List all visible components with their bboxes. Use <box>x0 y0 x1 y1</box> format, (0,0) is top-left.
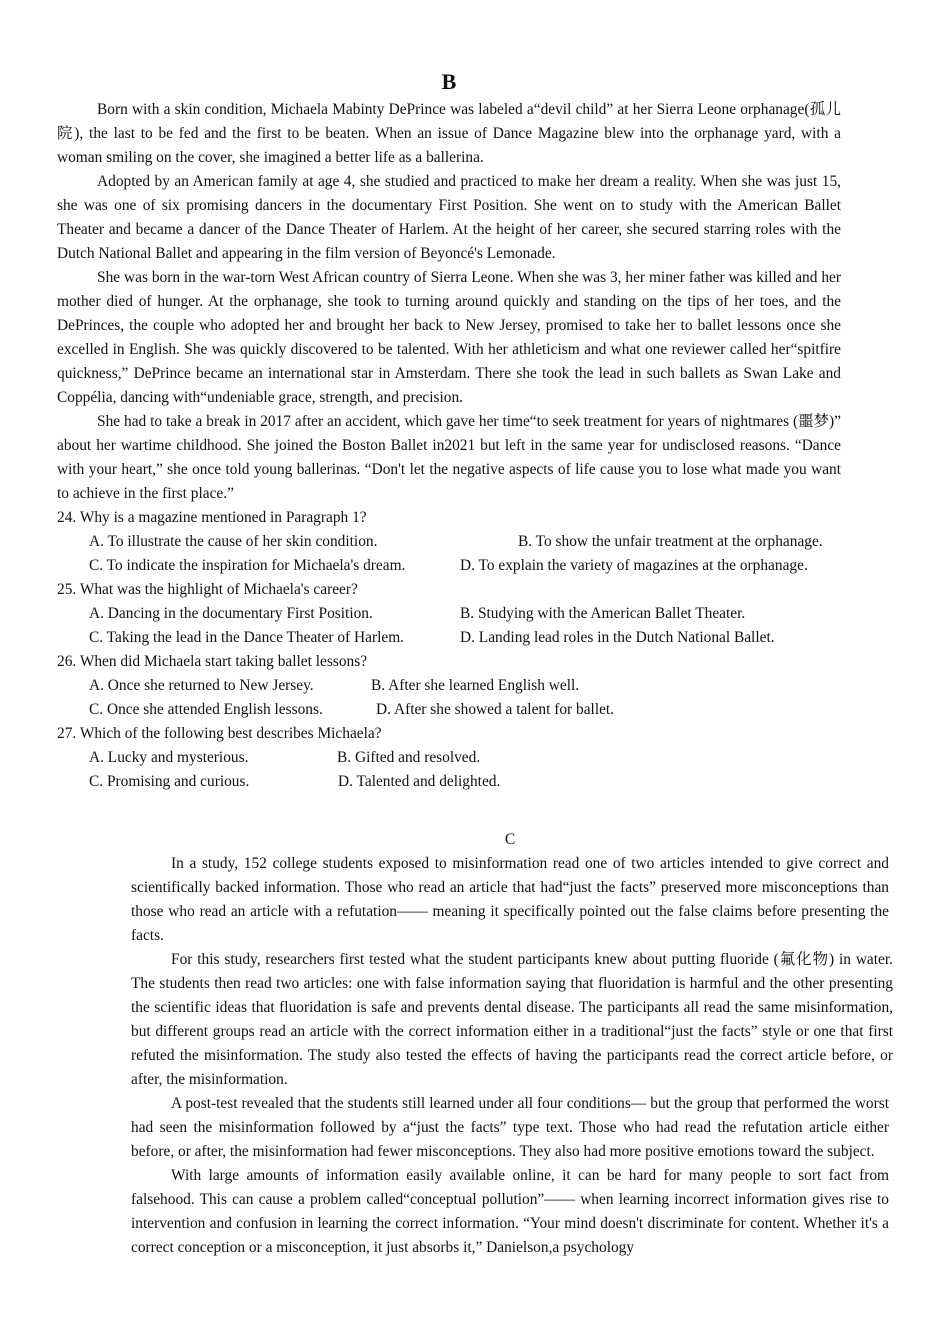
option-c: C. Taking the lead in the Dance Theater of Harlem. <box>89 629 405 646</box>
passage-c <box>131 828 893 1260</box>
option-b: B. After she learned English well. <box>371 677 580 694</box>
question-number: 24. <box>57 509 77 526</box>
question-stem <box>57 722 841 746</box>
option-b: B. To show the unfair treatment at the orphanage. <box>518 533 823 550</box>
passage-b-paragraph-2: Adopted by an American family at age 4, she studied and practiced to make her dream a reality. When she was just 15, she was one of six promising dancers in the documentary First Position. She went on to study with the American Ballet Theater and became a dancer of the Dance Theater of Harlem. At the height of her career, she secured starring roles with the Dutch National Ballet and appearing in the film version of Beyoncé's Lemonade. <box>57 173 841 262</box>
question-26 <box>57 650 841 722</box>
option-c: C. Once she attended English lessons. <box>89 701 323 718</box>
question-stem <box>57 650 841 674</box>
option-b: B. Gifted and resolved. <box>337 749 481 766</box>
option-d: D. After she showed a talent for ballet. <box>376 701 615 718</box>
option-c: C. To indicate the inspiration for Michaela's dream. <box>89 557 406 574</box>
passage-c-paragraph-4: With large amounts of information easily available online, it can be hard for many people to sort fact from falsehood. This can cause a problem called“conceptual pollution”—— when learning incorrect information gives rise to intervention and confusion in learning the correct information. “Your mind doesn't discriminate for content. Whether it's a correct conception or a misconception, it just absorbs it,” Danielson,a psychology <box>131 1167 889 1256</box>
option-a: A. To illustrate the cause of her skin condition. <box>89 533 378 550</box>
question-25 <box>57 578 841 650</box>
passage-b-paragraph-3: She was born in the war-torn West African country of Sierra Leone. When she was 3, her miner father was killed and her mother died of hunger. At the orphanage, she took to turning around quickly and standing on the tips of her toes, and the DePrinces, the couple who adopted her and brought her back to New Jersey, promised to take her to ballet lessons once she excelled in English. She was quickly discovered to be talented. With her athleticism and what one reviewer called her“spitfire quickness,” DePrince became an international star in Amsterdam. There she took the lead in such ballets as Swan Lake and Coppélia, dancing with“undeniable grace, strength, and precision. <box>57 269 841 406</box>
question-24 <box>57 506 841 578</box>
question-number: 27. <box>57 725 77 742</box>
option-b: B. Studying with the American Ballet Theater. <box>460 605 746 622</box>
passage-b-paragraph-1: Born with a skin condition, Michaela Mabinty DePrince was labeled a“devil child” at her Sierra Leone orphanage(孤儿院), the last to be fed and the first to be beaten. When an issue of Dance Magazine blew into the orphanage yard, with a woman smiling on the cover, she imagined a better life as a ballerina. <box>57 101 841 166</box>
option-a: A. Dancing in the documentary First Position. <box>89 605 373 622</box>
question-text: Why is a magazine mentioned in Paragraph 1? <box>79 509 367 526</box>
passage-c-paragraph-2: For this study, researchers first tested what the student participants knew about putting fluoride (氟化物) in water. The students then read two articles: one with false information saying that fluoridation is harmful and the other presenting the scientific ideas that fluoridation is safe and prevents dental disease. The participants all read the same misinformation, but different groups read an article with the correct information either in a traditional“just the facts” style or one that first refuted the misinformation. The study also tested the effects of having the participants read the correct article before, or after, the misinformation. <box>131 951 893 1088</box>
passage-b-paragraph-4: She had to take a break in 2017 after an accident, which gave her time“to seek treatment for years of nightmares (噩梦)” about her wartime childhood. She joined the Boston Ballet in2021 but left in the same year for undisclosed reasons. “Dance with your heart,” she once told young ballerinas. “Don't let the negative aspects of life cause you to lose what made you want to achieve in the first place.” <box>57 413 841 502</box>
passage-c-paragraph-1: In a study, 152 college students exposed to misinformation read one of two articles intended to give correct and scientifically backed information. Those who read an article that had“just the facts” preserved more misconceptions than those who read an article with a refutation—— meaning it specifically pointed out the false claims before presenting the facts. <box>131 855 889 944</box>
question-text: When did Michaela start taking ballet lessons? <box>79 653 368 670</box>
question-stem <box>57 578 841 602</box>
section-heading-c: C <box>504 831 516 848</box>
option-d: D. Landing lead roles in the Dutch National Ballet. <box>460 629 775 646</box>
option-d: D. To explain the variety of magazines at the orphanage. <box>460 557 808 574</box>
question-number: 26. <box>57 653 77 670</box>
option-a: A. Lucky and mysterious. <box>89 749 249 766</box>
question-stem <box>57 506 841 530</box>
option-d: D. Talented and delighted. <box>338 773 501 790</box>
section-heading-b: B <box>441 69 457 94</box>
question-27 <box>57 722 841 794</box>
option-c: C. Promising and curious. <box>89 773 250 790</box>
passage-c-paragraph-3: A post-test revealed that the students still learned under all four conditions— but the group that performed the worst had seen the misinformation followed by a“just the facts” type text. Those who had read the refutation article either before, or after, the misinformation had fewer misconceptions. They also had more positive emotions toward the subject. <box>131 1095 889 1160</box>
question-text: What was the highlight of Michaela's career? <box>79 581 358 598</box>
option-a: A. Once she returned to New Jersey. <box>89 677 314 694</box>
question-text: Which of the following best describes Michaela? <box>79 725 382 742</box>
question-number: 25. <box>57 581 77 598</box>
passage-b <box>57 64 841 794</box>
